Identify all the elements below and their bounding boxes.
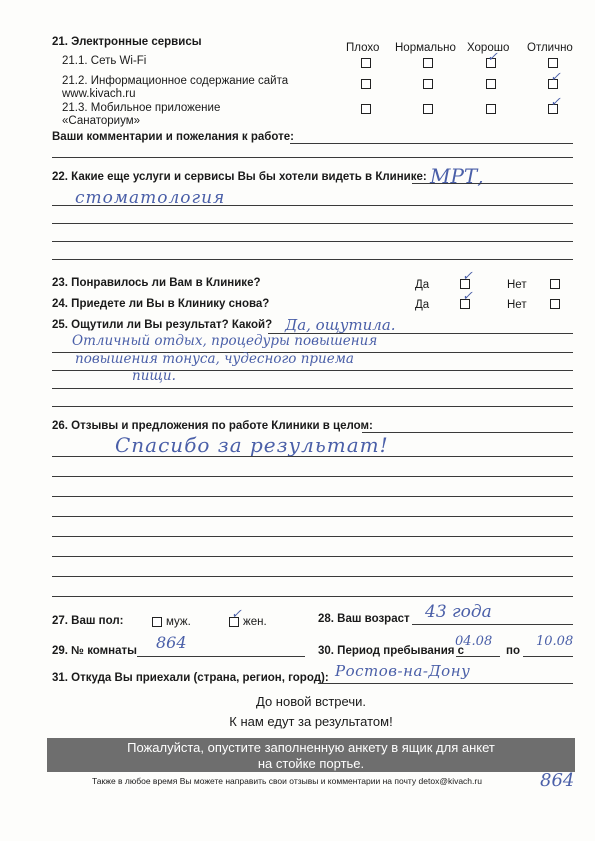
- q21-row3-normal-checkbox[interactable]: [423, 104, 433, 114]
- q25-answer-4: пищи.: [132, 368, 176, 384]
- q30-to-label: по: [506, 645, 520, 657]
- closing-line-1: До новой встречи.: [256, 694, 366, 709]
- q25-answer-2: Отличный отдых, процедуры повышения: [72, 333, 378, 349]
- q21-row3-bad-checkbox[interactable]: [361, 104, 371, 114]
- closing-line-2: К нам едут за результатом!: [229, 714, 393, 729]
- q29-answer: 864: [156, 633, 187, 652]
- q26-answer: Спасибо за результат!: [115, 433, 389, 457]
- q21-row2-check-mark-icon: ✓: [550, 70, 561, 85]
- q26-label: 26. Отзывы и предложения по работе Клиники в целом:: [52, 420, 373, 432]
- q26-line-3: [52, 496, 573, 497]
- q22-line-3: [52, 241, 573, 242]
- q27-check-mark-icon: ✓: [231, 607, 242, 622]
- q21-row1-label: 21.1. Сеть Wi-Fi: [62, 55, 147, 67]
- q21-row2-label: 21.2. Информационное содержание сайта: [62, 75, 289, 87]
- q27-male-label: муж.: [166, 616, 191, 628]
- q24-no-checkbox[interactable]: [550, 299, 560, 309]
- q30-from-line: [456, 656, 500, 657]
- q28-answer: 43 года: [425, 602, 492, 622]
- q30-to-line: [523, 656, 573, 657]
- banner-line-1: Пожалуйста, опустите заполненную анкету в ящик для анкет: [127, 740, 495, 755]
- q21-row2-normal-checkbox[interactable]: [423, 79, 433, 89]
- q24-label: 24. Приедете ли Вы в Клинику снова?: [52, 298, 270, 310]
- q24-yes-label: Да: [415, 299, 430, 311]
- q22-answer-2: стоматология: [75, 188, 226, 208]
- q26-line-2: [52, 476, 573, 477]
- banner-line-2: на стойке портье.: [257, 756, 365, 771]
- q21-row2-bad-checkbox[interactable]: [361, 79, 371, 89]
- q31-answer: Ростов-на-Дону: [335, 662, 471, 680]
- q29-label: 29. № комнаты: [52, 645, 137, 657]
- q21-row2-label2: www.kivach.ru: [62, 88, 136, 100]
- footer-page-mark: 864: [540, 770, 575, 791]
- q21-title: 21. Электронные сервисы: [52, 36, 202, 48]
- q21-row3-label2: «Санаториум»: [62, 115, 140, 127]
- q22-line-2: [52, 223, 573, 224]
- q28-label: 28. Ваш возраст: [318, 613, 410, 625]
- q23-label: 23. Понравилось ли Вам в Клинике?: [52, 277, 261, 289]
- q30-to-value: 10.08: [536, 634, 574, 649]
- q21-row1-bad-checkbox[interactable]: [361, 58, 371, 68]
- col-bad: Плохо: [346, 42, 380, 54]
- q23-no-checkbox[interactable]: [550, 279, 560, 289]
- q21-row1-check-mark-icon: ✓: [487, 50, 498, 65]
- q21-row2-good-checkbox[interactable]: [486, 79, 496, 89]
- q23-yes-label: Да: [415, 279, 430, 291]
- q25-answer-1: Да, ощутила.: [285, 316, 396, 334]
- col-normal: Нормально: [395, 42, 456, 54]
- instruction-banner: [47, 738, 575, 772]
- q22-line-1: [52, 205, 573, 206]
- q28-line: [412, 624, 573, 625]
- q25-line-3: [52, 388, 573, 389]
- q25-line-2: [52, 370, 573, 371]
- comments-line-1: [290, 143, 573, 144]
- q25-label: 25. Ощутили ли Вы результат? Какой?: [52, 319, 273, 331]
- q24-no-label: Нет: [507, 299, 527, 311]
- q25-line-4: [52, 406, 573, 407]
- q22-answer-1: МРТ,: [430, 164, 484, 188]
- q31-label: 31. Откуда Вы приехали (страна, регион, город):: [52, 672, 329, 684]
- q31-line: [318, 683, 573, 684]
- q21-row3-check-mark-icon: ✓: [550, 95, 561, 110]
- col-good: Хорошо: [467, 42, 510, 54]
- q21-comments-label: Ваши комментарии и пожелания к работе:: [52, 131, 294, 143]
- q25-answer-3: повышения тонуса, чудесного приема: [75, 351, 354, 367]
- q26-line-6: [52, 556, 573, 557]
- q26-line-7: [52, 576, 573, 577]
- q23-check-mark-icon: ✓: [462, 269, 473, 284]
- q21-row1-normal-checkbox[interactable]: [423, 58, 433, 68]
- q27-male-checkbox[interactable]: [152, 617, 162, 627]
- q22-line-0: [412, 183, 573, 184]
- q22-label: 22. Какие еще услуги и сервисы Вы бы хотели видеть в Клинике:: [52, 171, 427, 183]
- q26-line-8: [52, 596, 573, 597]
- q21-row3-label: 21.3. Мобильное приложение: [62, 102, 221, 114]
- q22-line-4: [52, 259, 573, 260]
- comments-line-2: [52, 157, 573, 158]
- q27-female-label: жен.: [243, 616, 267, 628]
- q21-row1-excellent-checkbox[interactable]: [548, 58, 558, 68]
- q29-line: [137, 656, 305, 657]
- q26-line-1: [52, 456, 573, 457]
- q30-label: 30. Период пребывания с: [318, 645, 465, 657]
- q24-check-mark-icon: ✓: [462, 289, 473, 304]
- col-excellent: Отлично: [527, 42, 573, 54]
- q23-no-label: Нет: [507, 279, 527, 291]
- q27-label: 27. Ваш пол:: [52, 615, 124, 627]
- q26-line-0: [362, 432, 573, 433]
- footer-note: Также в любое время Вы можете направить свои отзывы и комментарии на почту detox@kivach.ru: [92, 776, 482, 786]
- q30-from-value: 04.08: [455, 634, 493, 649]
- q26-line-5: [52, 536, 573, 537]
- q26-line-4: [52, 516, 573, 517]
- q21-row3-good-checkbox[interactable]: [486, 104, 496, 114]
